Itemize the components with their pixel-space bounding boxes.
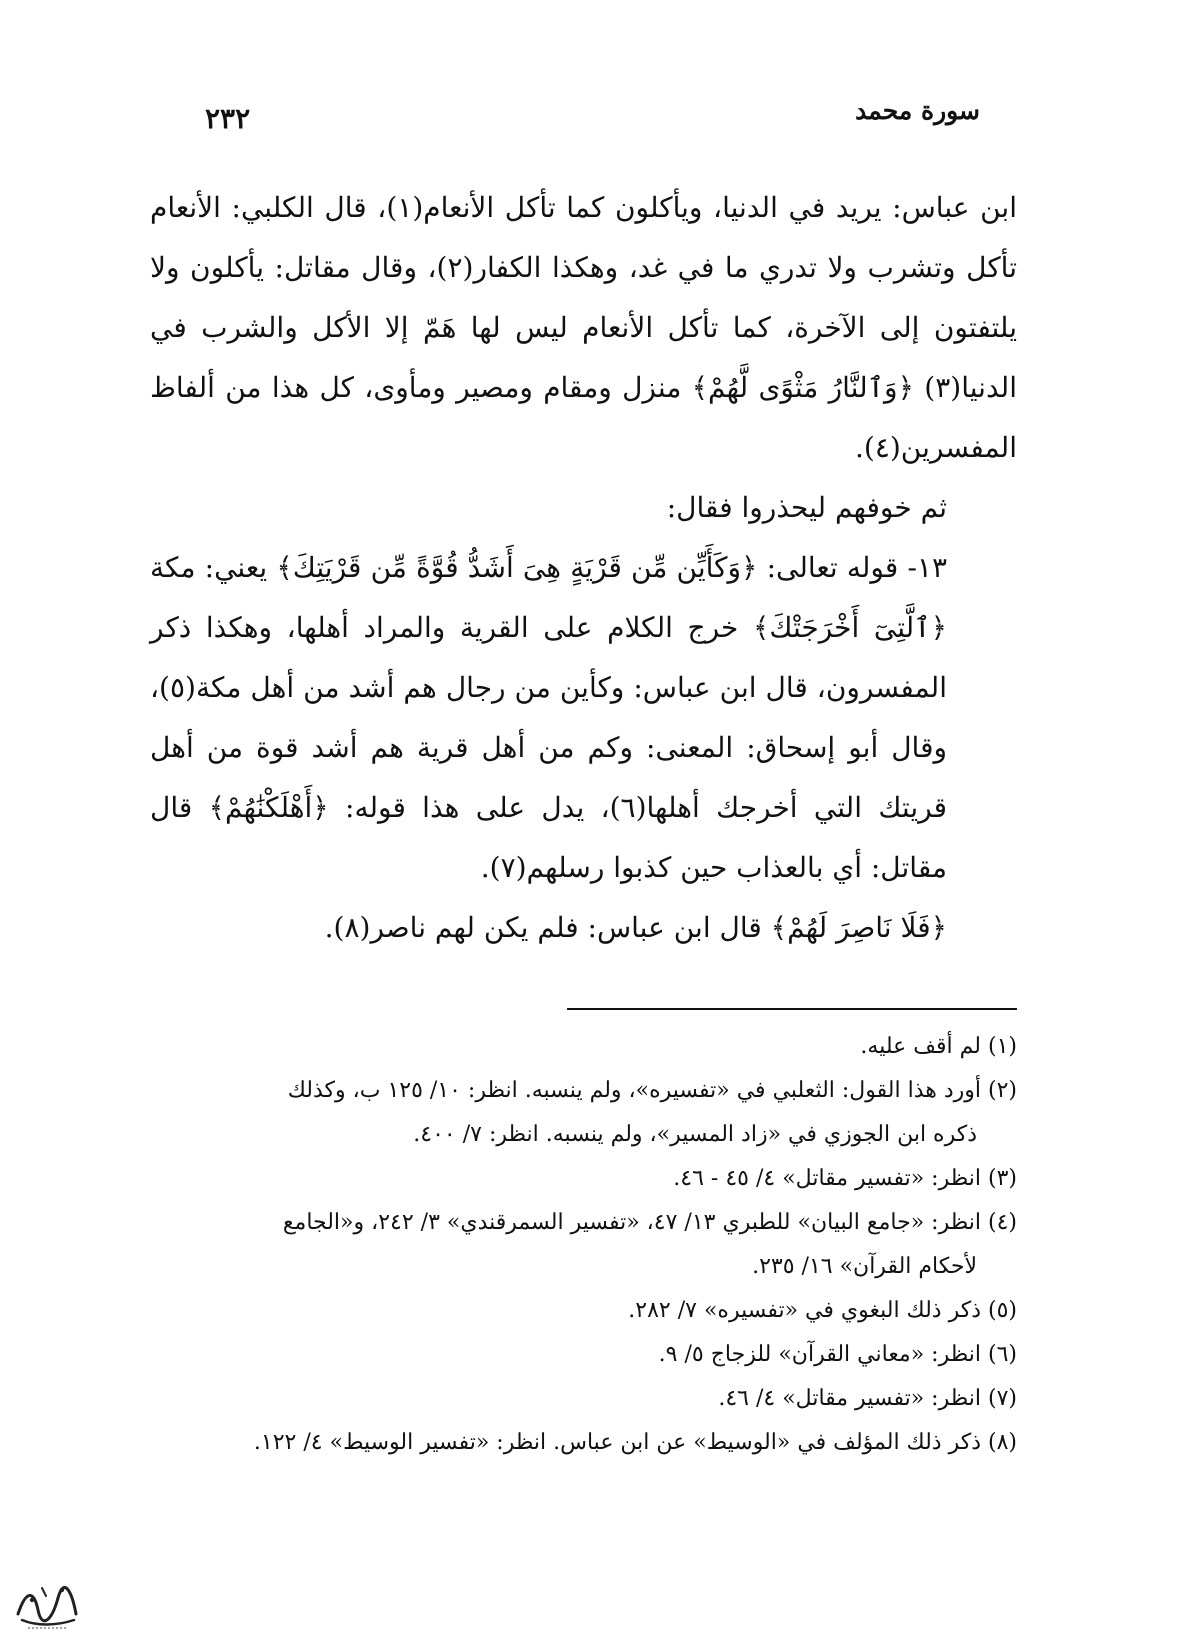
footnote-8: (٨) ذكر ذلك المؤلف في «الوسيط» عن ابن عباس. انظر: «تفسير الوسيط» ٤/ ١٢٢. — [253, 1430, 1017, 1455]
footnote-3: (٣) انظر: «تفسير مقاتل» ٤/ ٤٥ - ٤٦. — [673, 1166, 1017, 1191]
surah-title: سورة محمد — [855, 96, 980, 125]
paragraph-1: ابن عباس: يريد في الدنيا، ويأكلون كما تأكل الأنعام(١)، قال الكلبي: الأنعام تأكل وتشرب ولا تدري ما في غد، وهكذا الكفار(٢)، وقال مقاتل: يأكلون ولا يلتفتون إلى الآخرة، كما تأكل الأنعام ليس لها هَمّ إلا الأكل والشرب في الدنيا(٣) ﴿وَٱلنَّارُ مَثْوًى لَّهُمْ﴾ منزل ومقام ومصير ومأوى، كل هذا من ألفاظ المفسرين(٤). — [150, 191, 1017, 464]
publisher-calligraphy-logo — [12, 1580, 82, 1632]
paragraph-2: ثم خوفهم ليحذروا فقال: — [666, 491, 947, 524]
footnote-7: (٧) انظر: «تفسير مقاتل» ٤/ ٤٦. — [718, 1386, 1017, 1411]
footnote-2: (٢) أورد هذا القول: الثعلبي في «تفسيره»، ولم ينسبه. انظر: ١٠/ ١٢٥ ب، وكذلك — [287, 1078, 1017, 1103]
paragraph-3: ١٣- قوله تعالى: ﴿وَكَأَيِّن مِّن قَرْيَةٍ هِىَ أَشَدُّ قُوَّةً مِّن قَرْيَتِكَ﴾ يعني: مكة ﴿ٱلَّتِىٓ أَخْرَجَتْكَ﴾ خرج الكلام على القرية والمراد أهلها، وهكذا ذكر المفسرون، قال ابن عباس: وكأين من رجال هم أشد من أهل مكة(٥)، وقال أبو إسحاق: المعنى: وكم من أهل قرية هم أشد قوة من أهل قريتك التي أخرجك أهلها(٦)، يدل على هذا قوله: ﴿أَهْلَكْنَٰهُمْ﴾ قال مقاتل: أي بالعذاب حين كذبوا رسلهم(٧). — [150, 551, 947, 884]
main-text — [150, 178, 1017, 958]
footnote-2-continued: ذكره ابن الجوزي في «زاد المسير»، ولم ينسبه. انظر: ٧/ ٤٠٠. — [413, 1122, 977, 1147]
page-header — [205, 96, 980, 146]
footnotes — [150, 1025, 1017, 1465]
footnote-divider — [567, 1008, 1017, 1010]
footnote-4-continued: لأحكام القرآن» ١٦/ ٢٣٥. — [752, 1254, 977, 1279]
footnote-1: (١) لم أقف عليه. — [860, 1034, 1017, 1059]
page-number: ٢٣٢ — [205, 102, 251, 135]
footnote-6: (٦) انظر: «معاني القرآن» للزجاج ٥/ ٩. — [658, 1342, 1017, 1367]
footnote-4: (٤) انظر: «جامع البيان» للطبري ١٣/ ٤٧، «تفسير السمرقندي» ٣/ ٢٤٢، و«الجامع — [282, 1210, 1017, 1235]
paragraph-4: ﴿فَلَا نَاصِرَ لَهُمْ﴾ قال ابن عباس: فلم يكن لهم ناصر(٨). — [324, 911, 947, 944]
footnote-5: (٥) ذكر ذلك البغوي في «تفسيره» ٧/ ٢٨٢. — [628, 1298, 1017, 1323]
